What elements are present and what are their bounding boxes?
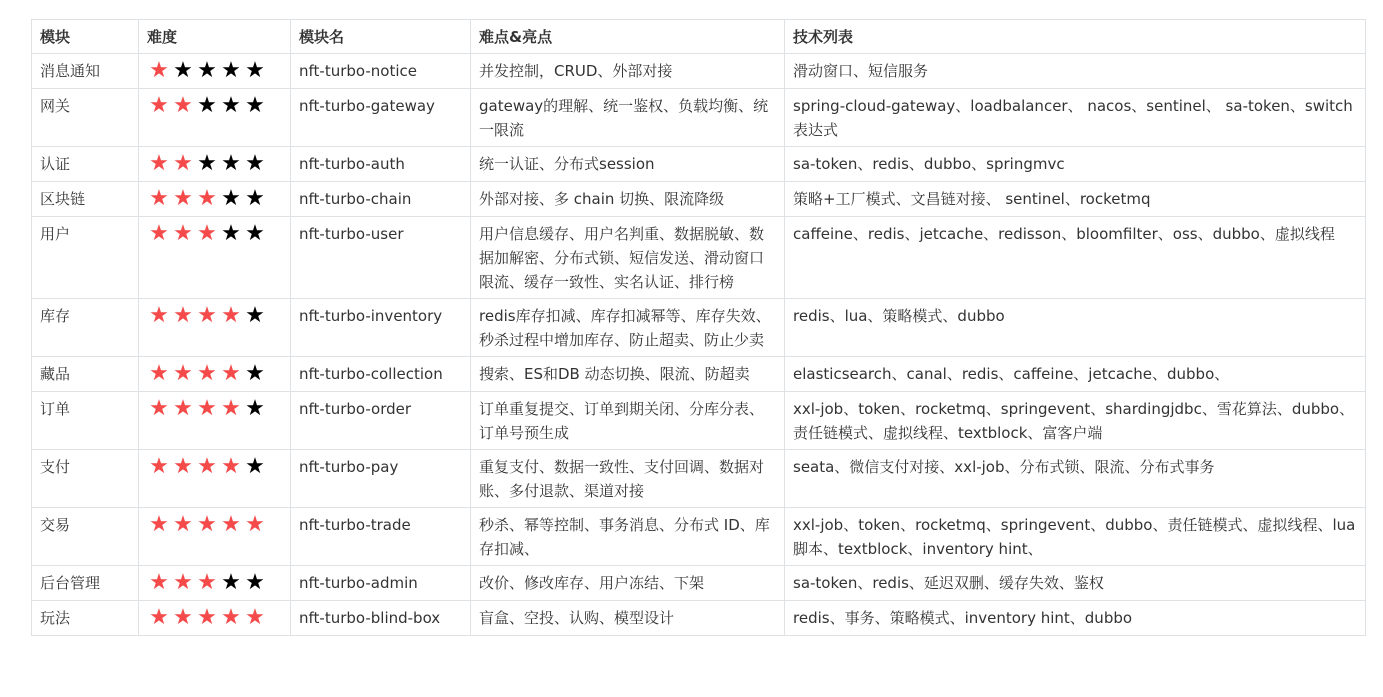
difficulty-rating: [147, 94, 267, 118]
cell-difficulty: [139, 217, 291, 299]
cell-module-name: nft-turbo-order: [291, 392, 471, 450]
cell-difficulty: [139, 508, 291, 566]
star-icon: ★: [221, 221, 241, 246]
star-icon: ★: [197, 58, 217, 83]
difficulty-rating: [147, 455, 267, 479]
star-icon: ★: [245, 186, 265, 211]
cell-difficulty: [139, 89, 291, 147]
cell-highlights: 盲盒、空投、认购、模型设计: [471, 601, 785, 636]
star-icon: ★: [149, 570, 169, 595]
star-icon: ★: [197, 186, 217, 211]
header-tech-list: 技术列表: [785, 20, 1366, 54]
cell-module: 认证: [32, 147, 139, 182]
cell-difficulty: [139, 392, 291, 450]
cell-tech-list: sa-token、redis、延迟双删、缓存失效、鉴权: [785, 566, 1366, 601]
star-icon: ★: [245, 361, 265, 386]
star-icon: ★: [149, 93, 169, 118]
star-icon: ★: [149, 221, 169, 246]
cell-difficulty: [139, 357, 291, 392]
cell-module-name: nft-turbo-admin: [291, 566, 471, 601]
cell-module-name: nft-turbo-inventory: [291, 299, 471, 357]
star-icon: ★: [245, 605, 265, 630]
cell-module: 后台管理: [32, 566, 139, 601]
cell-highlights: 搜索、ES和DB 动态切换、限流、防超卖: [471, 357, 785, 392]
cell-highlights: 订单重复提交、订单到期关闭、分库分表、订单号预生成: [471, 392, 785, 450]
cell-difficulty: [139, 601, 291, 636]
cell-tech-list: xxl-job、token、rocketmq、springevent、shardingjdbc、雪花算法、dubbo、责任链模式、虚拟线程、textblock、富客户端: [785, 392, 1366, 450]
cell-module-name: nft-turbo-blind-box: [291, 601, 471, 636]
cell-difficulty: [139, 182, 291, 217]
cell-module: 支付: [32, 450, 139, 508]
cell-module-name: nft-turbo-trade: [291, 508, 471, 566]
star-icon: ★: [197, 93, 217, 118]
star-icon: ★: [245, 454, 265, 479]
cell-module: 藏品: [32, 357, 139, 392]
star-icon: ★: [245, 151, 265, 176]
star-icon: ★: [221, 396, 241, 421]
table-body: [32, 54, 1366, 636]
star-icon: ★: [221, 512, 241, 537]
difficulty-rating: [147, 59, 267, 83]
cell-tech-list: seata、微信支付对接、xxl-job、分布式锁、限流、分布式事务: [785, 450, 1366, 508]
table-row: [32, 601, 1366, 636]
star-icon: ★: [221, 151, 241, 176]
star-icon: ★: [197, 396, 217, 421]
star-icon: ★: [245, 93, 265, 118]
star-icon: ★: [149, 58, 169, 83]
star-icon: ★: [173, 512, 193, 537]
star-icon: ★: [245, 512, 265, 537]
cell-tech-list: redis、事务、策略模式、inventory hint、dubbo: [785, 601, 1366, 636]
cell-difficulty: [139, 299, 291, 357]
cell-difficulty: [139, 566, 291, 601]
star-icon: ★: [149, 512, 169, 537]
difficulty-rating: [147, 397, 267, 421]
difficulty-rating: [147, 152, 267, 176]
star-icon: ★: [197, 151, 217, 176]
star-icon: ★: [197, 605, 217, 630]
cell-module: 交易: [32, 508, 139, 566]
star-icon: ★: [221, 93, 241, 118]
cell-highlights: 外部对接、多 chain 切换、限流降级: [471, 182, 785, 217]
table-row: [32, 357, 1366, 392]
cell-tech-list: xxl-job、token、rocketmq、springevent、dubbo、责任链模式、虚拟线程、lua脚本、textblock、inventory hint、: [785, 508, 1366, 566]
cell-module-name: nft-turbo-chain: [291, 182, 471, 217]
table-container: [31, 19, 1366, 636]
star-icon: ★: [149, 454, 169, 479]
star-icon: ★: [197, 570, 217, 595]
star-icon: ★: [149, 186, 169, 211]
table-row: [32, 450, 1366, 508]
module-table: [31, 19, 1366, 636]
star-icon: ★: [245, 396, 265, 421]
cell-module-name: nft-turbo-gateway: [291, 89, 471, 147]
star-icon: ★: [173, 605, 193, 630]
cell-module-name: nft-turbo-collection: [291, 357, 471, 392]
cell-tech-list: sa-token、redis、dubbo、springmvc: [785, 147, 1366, 182]
star-icon: ★: [221, 303, 241, 328]
cell-module: 网关: [32, 89, 139, 147]
star-icon: ★: [149, 396, 169, 421]
cell-difficulty: [139, 147, 291, 182]
table-row: [32, 54, 1366, 89]
star-icon: ★: [149, 605, 169, 630]
difficulty-rating: [147, 304, 267, 328]
star-icon: ★: [173, 454, 193, 479]
cell-tech-list: redis、lua、策略模式、dubbo: [785, 299, 1366, 357]
table-row: [32, 392, 1366, 450]
cell-highlights: redis库存扣减、库存扣减幂等、库存失效、秒杀过程中增加库存、防止超卖、防止少卖: [471, 299, 785, 357]
star-icon: ★: [149, 361, 169, 386]
table-row: [32, 299, 1366, 357]
star-icon: ★: [221, 186, 241, 211]
table-row: [32, 89, 1366, 147]
star-icon: ★: [173, 58, 193, 83]
cell-highlights: 并发控制，CRUD、外部对接: [471, 54, 785, 89]
star-icon: ★: [221, 58, 241, 83]
header-highlights: 难点&亮点: [471, 20, 785, 54]
cell-module: 区块链: [32, 182, 139, 217]
difficulty-rating: [147, 362, 267, 386]
star-icon: ★: [245, 303, 265, 328]
cell-module-name: nft-turbo-pay: [291, 450, 471, 508]
star-icon: ★: [149, 303, 169, 328]
star-icon: ★: [197, 303, 217, 328]
cell-highlights: gateway的理解、统一鉴权、负载均衡、统一限流: [471, 89, 785, 147]
cell-module-name: nft-turbo-user: [291, 217, 471, 299]
star-icon: ★: [221, 361, 241, 386]
star-icon: ★: [221, 605, 241, 630]
star-icon: ★: [245, 221, 265, 246]
header-module: 模块: [32, 20, 139, 54]
cell-highlights: 改价、修改库存、用户冻结、下架: [471, 566, 785, 601]
cell-module: 订单: [32, 392, 139, 450]
table-row: [32, 566, 1366, 601]
cell-highlights: 统一认证、分布式session: [471, 147, 785, 182]
star-icon: ★: [197, 361, 217, 386]
star-icon: ★: [221, 454, 241, 479]
header-difficulty: 难度: [139, 20, 291, 54]
star-icon: ★: [173, 221, 193, 246]
star-icon: ★: [173, 151, 193, 176]
difficulty-rating: [147, 222, 267, 246]
cell-tech-list: 策略+工厂模式、文昌链对接、 sentinel、rocketmq: [785, 182, 1366, 217]
star-icon: ★: [149, 151, 169, 176]
cell-module: 用户: [32, 217, 139, 299]
cell-highlights: 重复支付、数据一致性、支付回调、数据对账、多付退款、渠道对接: [471, 450, 785, 508]
cell-module: 玩法: [32, 601, 139, 636]
difficulty-rating: [147, 571, 267, 595]
table-row: [32, 182, 1366, 217]
star-icon: ★: [173, 93, 193, 118]
star-icon: ★: [245, 570, 265, 595]
cell-tech-list: spring-cloud-gateway、loadbalancer、 nacos、sentinel、 sa-token、switch 表达式: [785, 89, 1366, 147]
table-row: [32, 508, 1366, 566]
cell-tech-list: elasticsearch、canal、redis、caffeine、jetcache、dubbo、: [785, 357, 1366, 392]
difficulty-rating: [147, 513, 267, 537]
cell-tech-list: caffeine、redis、jetcache、redisson、bloomfilter、oss、dubbo、虚拟线程: [785, 217, 1366, 299]
cell-module: 消息通知: [32, 54, 139, 89]
star-icon: ★: [245, 58, 265, 83]
star-icon: ★: [173, 303, 193, 328]
table-row: [32, 147, 1366, 182]
star-icon: ★: [173, 396, 193, 421]
table-row: [32, 217, 1366, 299]
cell-highlights: 用户信息缓存、用户名判重、数据脱敏、数据加解密、分布式锁、短信发送、滑动窗口限流、缓存一致性、实名认证、排行榜: [471, 217, 785, 299]
cell-module: 库存: [32, 299, 139, 357]
cell-module-name: nft-turbo-auth: [291, 147, 471, 182]
star-icon: ★: [173, 186, 193, 211]
cell-difficulty: [139, 450, 291, 508]
star-icon: ★: [197, 454, 217, 479]
star-icon: ★: [173, 361, 193, 386]
difficulty-rating: [147, 187, 267, 211]
cell-difficulty: [139, 54, 291, 89]
table-header-row: [32, 20, 1366, 54]
cell-highlights: 秒杀、幂等控制、事务消息、分布式 ID、库存扣减、: [471, 508, 785, 566]
star-icon: ★: [197, 221, 217, 246]
difficulty-rating: [147, 606, 267, 630]
star-icon: ★: [221, 570, 241, 595]
cell-tech-list: 滑动窗口、短信服务: [785, 54, 1366, 89]
star-icon: ★: [173, 570, 193, 595]
star-icon: ★: [197, 512, 217, 537]
cell-module-name: nft-turbo-notice: [291, 54, 471, 89]
header-module-name: 模块名: [291, 20, 471, 54]
